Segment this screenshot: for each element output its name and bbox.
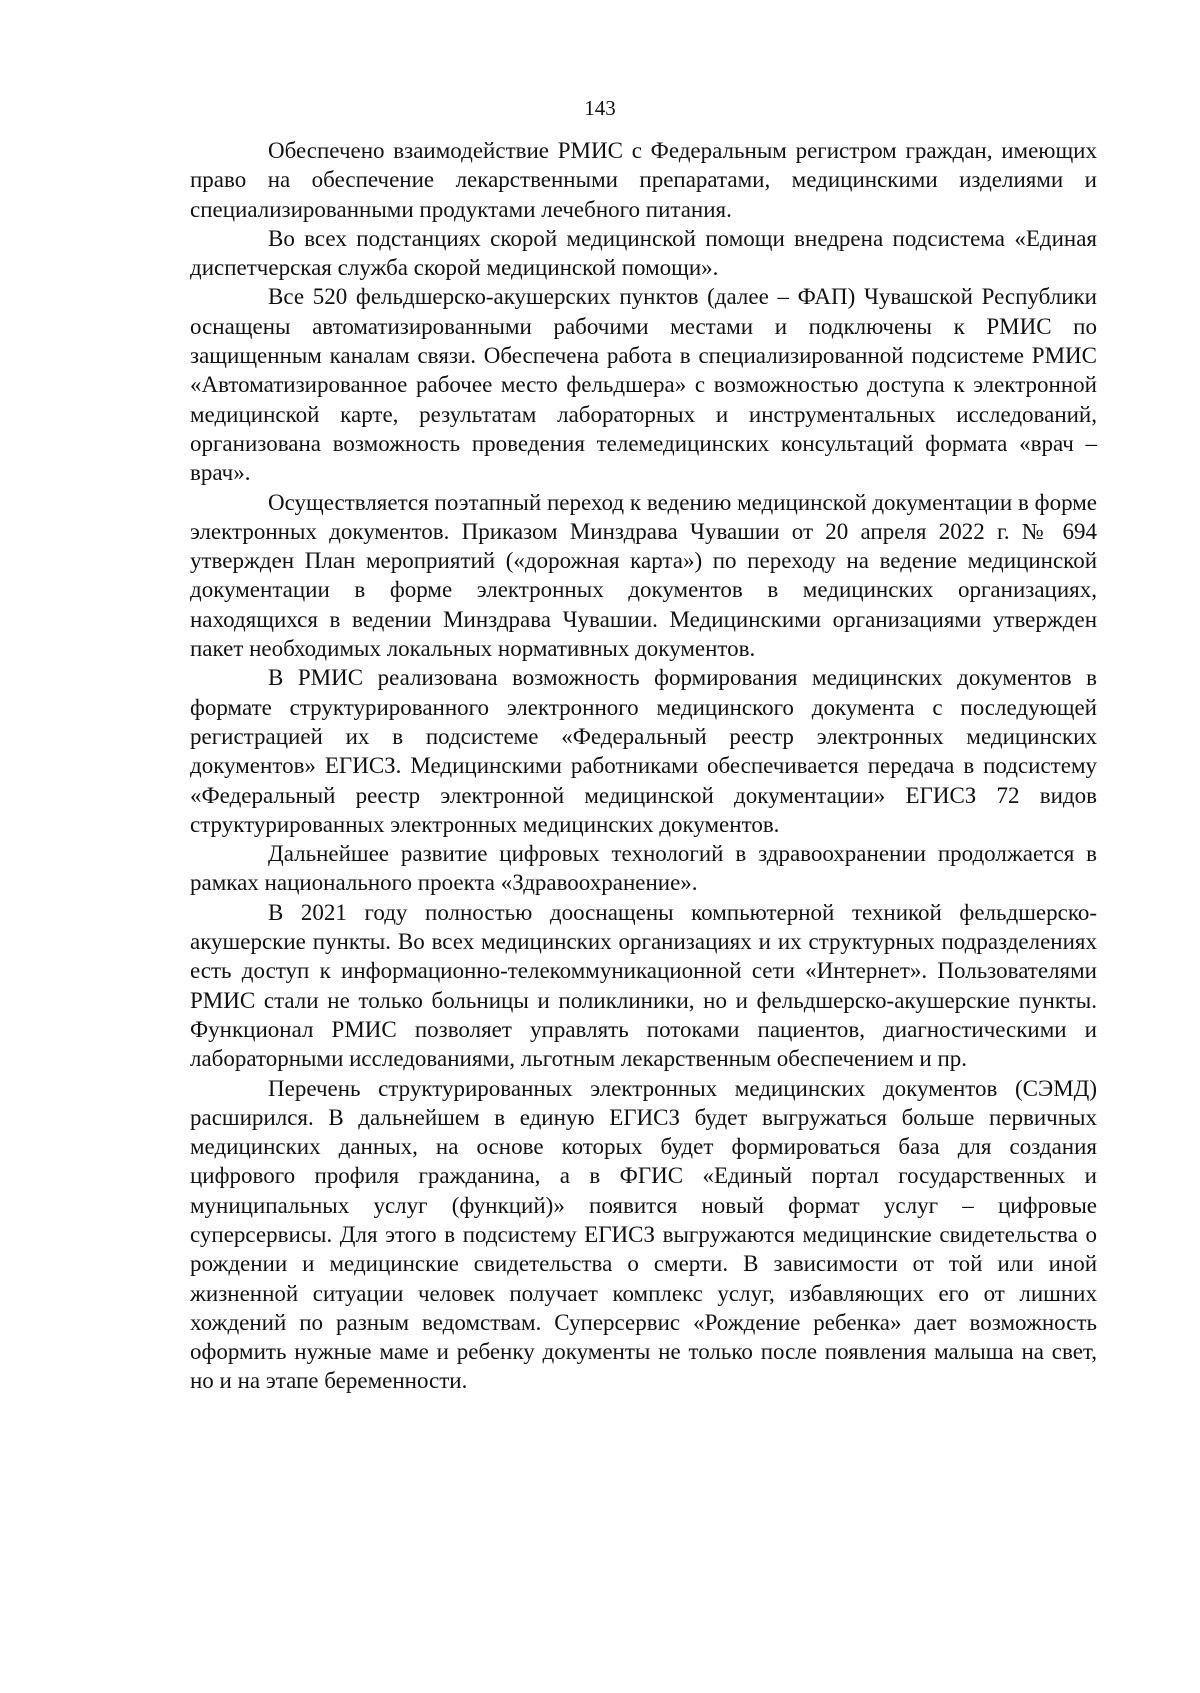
page-number: 143 [584,96,616,120]
paragraph: Дальнейшее развитие цифровых технологий в здравоохранении продолжается в рамках национального проекта «Здравоохранение». [190,841,1097,896]
paragraph: Обеспечено взаимодействие РМИС с Федеральным регистром граждан, имеющих право на обеспечение лекарственными препаратами, медицинскими изделиями и специализированными продуктами лечебного питания. [190,138,1097,222]
paragraph: В РМИС реализована возможность формирования медицинских документов в формате структурированного электронного медицинского документа с последующей регистрацией их в подсистеме «Федеральный реестр электронных медицинских документов» ЕГИСЗ. Медицинскими работниками обеспечивается передача в подсистему «Федеральный реестр электронной медицинской документации» ЕГИСЗ 72 видов структурированных электронных медицинских документов. [190,665,1097,837]
paragraph: Во всех подстанциях скорой медицинской помощи внедрена подсистема «Единая диспетчерская служба скорой медицинской помощи». [190,225,1097,281]
paragraph: Все 520 фельдшерско-акушерских пунктов (далее – ФАП) Чувашской Республики оснащены автоматизированными рабочими местами и подключены к РМИС по защищенным каналам связи. Обеспечена работа в специализированной подсистеме РМИС «Автоматизированное рабочее место фельдшера» с возможностью доступа к электронной медицинской карте, результатам лабораторных и инструментальных исследований, организована возможность проведения телемедицинских консультаций формата «врач – врач». [190,284,1097,486]
paragraph: Осуществляется поэтапный переход к ведению медицинской документации в форме электронных документов. Приказом Минздрава Чувашии от 20 апреля 2022 г. № 694 утвержден План мероприятий («дорожная карта») по переходу на ведение медицинской документации в форме электронных документов в медицинских организациях, находящихся в ведении Минздрава Чувашии. Медицинскими организациями утвержден пакет необходимых локальных нормативных документов. [190,489,1097,662]
body-text [190,136,1097,1396]
paragraph: Перечень структурированных электронных медицинских документов (СЭМД) расширился. В дальнейшем в единую ЕГИСЗ будет выгружаться больше первичных медицинских данных, на основе которых будет формироваться база для создания цифрового профиля гражданина, а в ФГИС «Единый портал государственных и муниципальных услуг (функций)» появится новый формат услуг – цифровые суперсервисы. Для этого в подсистему ЕГИСЗ выгружаются медицинские свидетельства о рождении и медицинские свидетельства о смерти. В зависимости от той или иной жизненной ситуации человек получает комплекс услуг, избавляющих его от лишних хождений по разным ведомствам. Суперсервис «Рождение ребенка» дает возможность оформить нужные маме и ребенку документы не только после появления малыша на свет, но и на этапе беременности. [190,1075,1097,1394]
paragraph: В 2021 году полностью дооснащены компьютерной техникой фельдшерско-акушерские пункты. Во всех медицинских организациях и их структурных подразделениях есть доступ к информационно-телекоммуникационной сети «Интернет». Пользователями РМИС стали не только больницы и поликлиники, но и фельдшерско-акушерские пункты. Функционал РМИС позволяет управлять потоками пациентов, диагностическими и лабораторными исследованиями, льготным лекарственным обеспечением и пр. [190,899,1097,1072]
